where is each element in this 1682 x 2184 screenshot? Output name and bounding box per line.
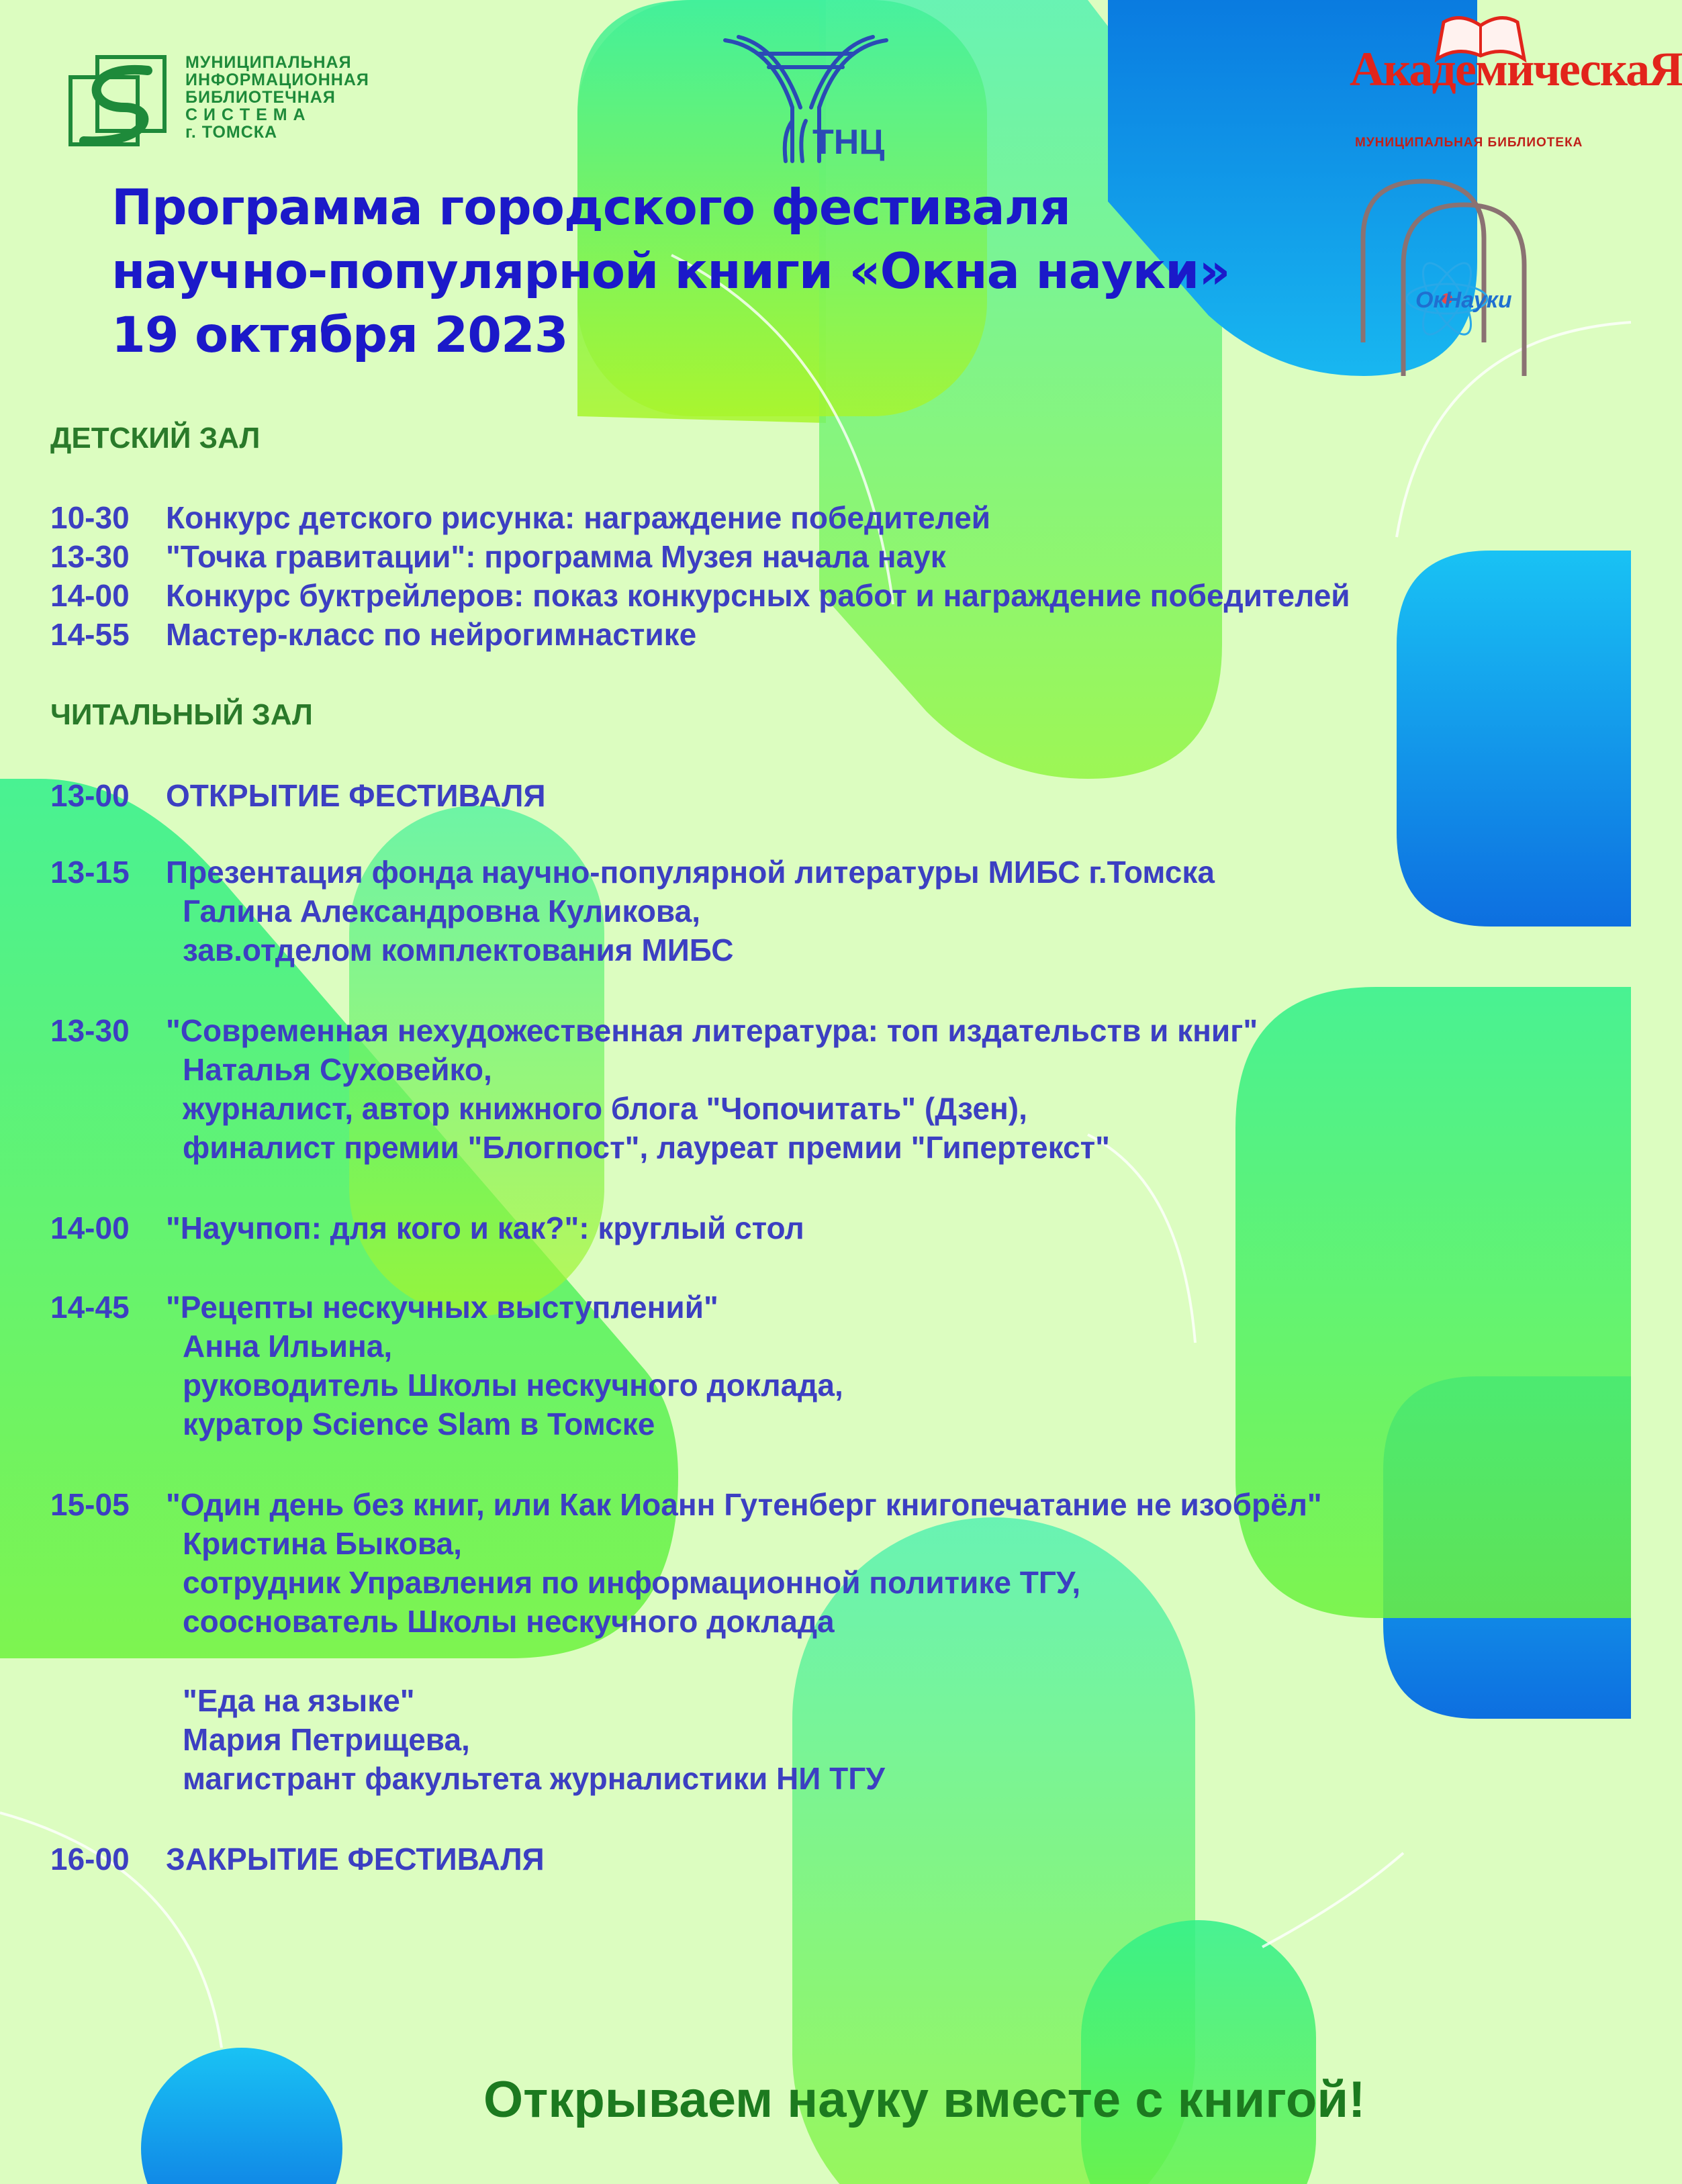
- event-detail: журналист, автор книжного блога "Чопочитать" (Дзен),: [183, 1091, 1027, 1126]
- schedule-row: 16-00 ЗАКРЫТИЕ ФЕСТИВАЛЯ: [50, 1842, 545, 1877]
- schedule-row: 14-45 "Рецепты нескучных выступлений": [50, 1290, 718, 1325]
- slogan: Открываем науку вместе с книгой!: [483, 2071, 1366, 2128]
- mibs-logo-text: МУНИЦИПАЛЬНАЯ ИНФОРМАЦИОННАЯ БИБЛИОТЕЧНАЯ С И С Т Е М А г. ТОМСКА: [185, 53, 369, 142]
- event-detail: сотрудник Управления по информационной политике ТГУ,: [183, 1565, 1081, 1600]
- schedule-row: 14-00 "Научпоп: для кого и как?": круглый стол: [50, 1210, 804, 1245]
- event-detail: Наталья Суховейко,: [183, 1052, 492, 1087]
- page-title: [111, 176, 1230, 367]
- title-line-1: Программа городского фестиваля: [111, 179, 1070, 236]
- event-detail: финалист премии "Блогпост", лауреат премии "Гипертекст": [183, 1130, 1110, 1165]
- event-detail: Галина Александровна Куликова,: [183, 894, 700, 929]
- children-hall-heading: ДЕТСКИЙ ЗАЛ: [50, 422, 261, 455]
- oknauki-logo-text: ОкНауки: [1415, 287, 1512, 313]
- schedule-row: 10-30 Конкурс детского рисунка: награждение победителей: [50, 500, 991, 535]
- event-detail: сооснователь Школы нескучного доклада: [183, 1604, 835, 1639]
- event-detail: Мария Петрищева,: [183, 1722, 470, 1757]
- tnc-logo-text: ТНЦ: [812, 123, 885, 162]
- akademicheskaya-logo-text: АкадемическаЯ: [1350, 42, 1682, 96]
- schedule-row: 15-05 "Один день без книг, или Как Иоанн Гутенберг книгопечатание не изобрёл": [50, 1487, 1322, 1522]
- schedule-row: 14-55 Мастер-класс по нейрогимнастике: [50, 617, 697, 652]
- event-detail: руководитель Школы нескучного доклада,: [183, 1368, 843, 1403]
- event-detail: куратор Science Slam в Томске: [183, 1407, 655, 1441]
- mibs-logo-icon: [57, 50, 178, 151]
- schedule-row: 13-30 "Современная нехудожественная литература: топ издательств и книг": [50, 1013, 1258, 1048]
- event-detail: "Еда на языке": [183, 1683, 415, 1718]
- schedule-row: 13-15 Презентация фонда научно-популярной литературы МИБС г.Томска: [50, 855, 1215, 890]
- reading-hall-heading: ЧИТАЛЬНЫЙ ЗАЛ: [50, 698, 313, 731]
- event-detail: Анна Ильина,: [183, 1329, 393, 1364]
- title-line-3: 19 октября 2023: [111, 307, 568, 364]
- event-detail: зав.отделом комплектования МИБС: [183, 933, 734, 967]
- schedule-row: 13-00 ОТКРЫТИЕ ФЕСТИВАЛЯ: [50, 778, 546, 813]
- oknauki-arch-icon: [1356, 171, 1558, 386]
- title-line-2: научно-популярной книги «Окна науки»: [111, 243, 1230, 300]
- event-detail: магистрант факультета журналистики НИ ТГУ: [183, 1761, 885, 1796]
- akademicheskaya-logo-subtitle: МУНИЦИПАЛЬНАЯ БИБЛИОТЕКА: [1355, 136, 1583, 150]
- schedule-row: 13-30 "Точка гравитации": программа Музея начала наук: [50, 539, 946, 574]
- schedule-row: 14-00 Конкурс буктрейлеров: показ конкурсных работ и награждение победителей: [50, 578, 1350, 613]
- event-detail: Кристина Быкова,: [183, 1526, 462, 1561]
